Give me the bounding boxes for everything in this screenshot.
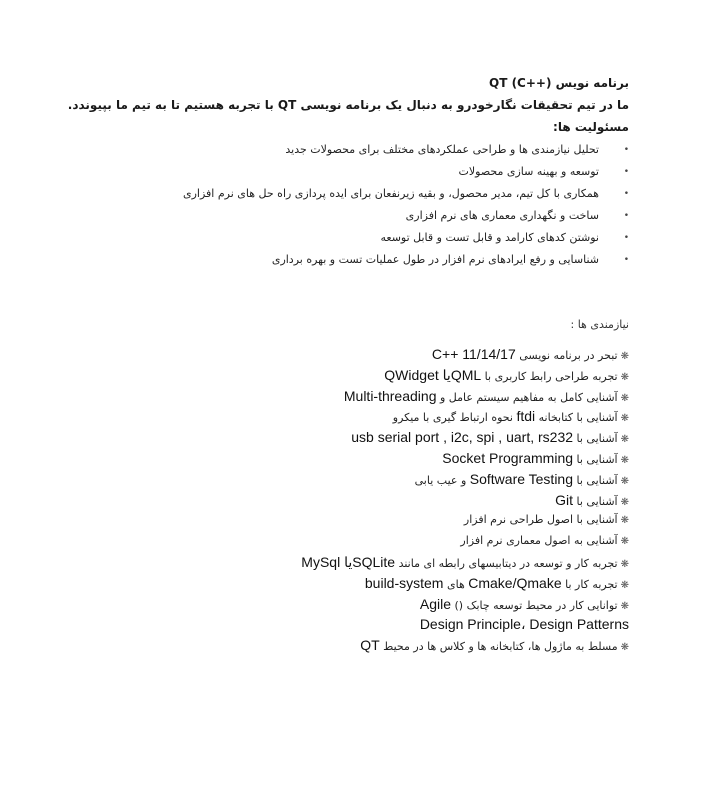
requirements-heading: نیازمندی ها : — [570, 318, 629, 331]
star-bullet-icon: ❋ — [620, 371, 629, 383]
star-bullet-icon: ❋ — [620, 351, 629, 362]
requirement-item: ❋مسلط به ماژول ها، کتابخانه ها و کلاس ها در محیط QT — [360, 637, 629, 654]
requirement-item: ❋آشنایی با Socket Programming — [442, 449, 629, 466]
responsibilities-heading: مسئولیت ها: — [553, 120, 629, 134]
requirement-item: ❋تجربه کار و توسعه در دیتابیسهای رابطه ای مانند SQLiteیا MySql — [301, 553, 629, 570]
star-bullet-icon: ❋ — [620, 454, 629, 466]
bullet-icon: • — [623, 211, 629, 221]
responsibility-item: • تحلیل نیازمندی ها و طراحی عملکردهای مختلف برای محصولات جدید — [183, 139, 629, 161]
bullet-icon: • — [623, 255, 629, 265]
requirement-item: ❋آشنایی به اصول معماری نرم افزار — [460, 534, 629, 548]
requirement-item: ❋تبحر در برنامه نویسی C++ 11/14/17 — [431, 346, 629, 362]
star-bullet-icon: ❋ — [620, 496, 629, 508]
star-bullet-icon: ❋ — [620, 558, 629, 570]
star-bullet-icon: ❋ — [620, 536, 629, 548]
requirement-item: ❋آشنایی با Git — [555, 491, 629, 508]
bullet-icon: • — [623, 145, 629, 155]
star-bullet-icon: ❋ — [620, 600, 629, 612]
requirement-item: ❋آشنایی کامل به مفاهیم سیستم عامل و Multi-threading — [343, 387, 629, 404]
responsibility-item: • توسعه و بهینه سازی محصولات — [183, 161, 629, 183]
requirements-list — [301, 344, 629, 656]
bullet-icon: • — [623, 189, 629, 199]
requirement-item: ❋آشنایی با اصول طراحی نرم افزار — [463, 513, 629, 527]
job-title: برنامه نویس QT (C++) — [489, 76, 629, 90]
responsibility-item: • ساخت و نگهداری معماری های نرم افزاری — [183, 205, 629, 227]
star-bullet-icon: ❋ — [620, 475, 629, 487]
requirement-item: ❋آشنایی با usb serial port , i2c, spi , uart, rs232 — [351, 429, 629, 446]
responsibility-item: • همکاری با کل تیم، مدیر محصول، و بقیه زیرنفعان برای ایده پردازی راه حل های نرم افزاری — [183, 183, 629, 205]
star-bullet-icon: ❋ — [620, 392, 629, 404]
star-bullet-icon: ❋ — [620, 434, 629, 446]
star-bullet-icon: ❋ — [620, 413, 629, 425]
responsibilities-list — [183, 139, 629, 271]
responsibility-item: • شناسایی و رفع ایرادهای نرم افزار در طول عملیات تست و بهره برداری — [183, 249, 629, 271]
bullet-icon: • — [623, 233, 629, 243]
bullet-icon: • — [623, 167, 629, 177]
requirement-item: ❋آشنایی با Software Testing و عیب یابی — [414, 470, 629, 487]
responsibility-item: • نوشتن کدهای کارامد و قابل تست و قابل توسعه — [183, 227, 629, 249]
requirement-item: ❋تجربه کار با Cmake/Qmake های build-system — [364, 574, 629, 591]
requirement-item: ❋توانایی کار در محیط توسعه چابک () Agile — [419, 595, 629, 612]
requirement-item: Design Principle، Design Patterns — [419, 616, 629, 633]
star-bullet-icon: ❋ — [620, 579, 629, 591]
requirement-item: ❋آشنایی با کتابخانه ftdi نحوه ارتباط گیری با میکرو — [392, 408, 629, 425]
job-intro: ما در تیم تحقیقات نگارخودرو به دنبال یک برنامه نویسی QT با تجربه هستیم تا به تیم ما بپیوندد. — [67, 98, 629, 112]
requirement-item: ❋تجربه طراحی رابط کاربری با QMLیا QWidget — [384, 366, 629, 383]
star-bullet-icon: ❋ — [620, 515, 629, 527]
star-bullet-icon: ❋ — [620, 642, 629, 654]
